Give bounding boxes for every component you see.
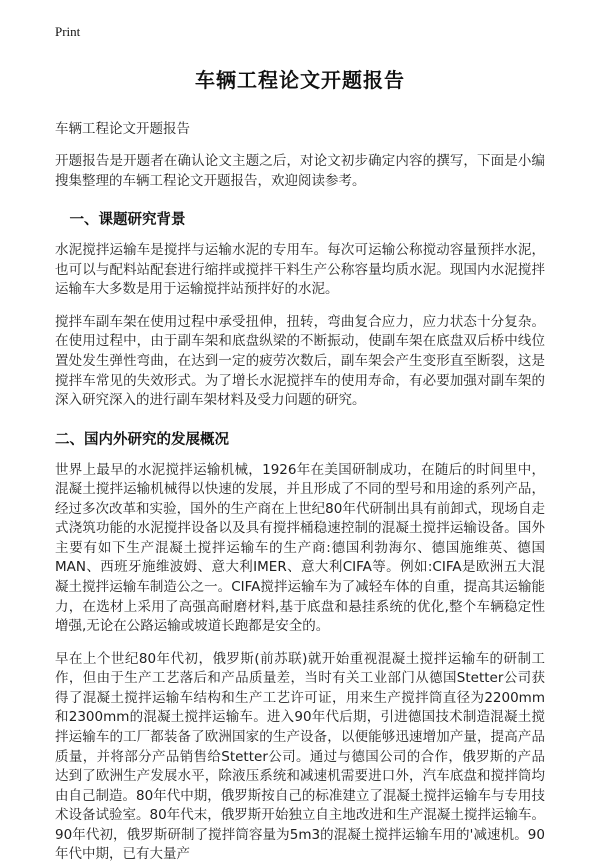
paragraph: 早在上个世纪80年代初，俄罗斯(前苏联)就开始重视混凝土搅拌运输车的研制工作，但由于生产工艺落后和产品质量差，当时有关工业部门从德国Stetter公司获得了混凝土搅拌运输车结构和生产工艺许可证，用来生产搅拌筒直径为2200mm和2300mm的混凝土搅拌运输车。进入90年代后期，引进德国技术制造混凝土搅拌运输车的工厂都装备了欧洲国家的生产设备，以便能够迅速增加产量，提高产品质量，并将部分产品销售给Stetter公司。通过与德国公司的合作，俄罗斯的产品达到了欧洲生产发展水平，除液压系统和减速机需要进口外，汽车底盘和搅拌筒均由自己制造。80年代中期，俄罗斯按自己的标准建立了混凝土搅拌运输车与专用技术设备试验室。80年代末，俄罗斯开始独立自主地改进和生产混凝土搅拌运输车。90年代初，俄罗斯研制了搅拌筒容量为5m3的混凝土搅拌运输车用的'减速机。90年代中期，已有大量产 xyxy=(55,650,545,863)
page-title: 车辆工程论文开题报告 xyxy=(195,68,405,92)
paragraph: 搅拌车副车架在使用过程中承受扭伸，扭转，弯曲复合应力，应力状态十分复杂。在使用过程中，由于副车架和底盘纵梁的不断振动，使副车架在底盘双后桥中线位置处发生弹性弯曲，在达到一定的疲劳次数后，副车架会产生变形直至断裂，这是搅拌车常见的失效形式。为了增长水泥搅拌车的使用寿命，有必要加强对副车架的深入研究深入的进行副车架材料及受力问题的研究。 xyxy=(55,313,545,409)
section-heading-research-background: 一、课题研究背景 xyxy=(55,212,186,229)
paragraph: 水泥搅拌运输车是搅拌与运输水泥的专用车。每次可运输公称搅动容量预拌水泥，也可以与配料站配套进行缩拌或搅拌干料生产公称容量均质水泥。现国内水泥搅拌运输车大多数是用于运输搅拌站预拌好的水泥。 xyxy=(55,242,545,298)
print-link[interactable]: Print xyxy=(55,24,81,39)
document-subtitle: 车辆工程论文开题报告 xyxy=(55,121,190,137)
paragraph: 世界上最早的水泥搅拌运输机械，1926年在美国研制成功，在随后的时间里中，混凝土搅拌运输机械得以快速的发展，并且形成了不同的型号和用途的系列产品，经过多次改革和实验，国外的生产商在上世纪80年代研制出具有前卸式，现场自走式浇筑功能的水泥搅拌设备以及具有搅拌桶稳速控制的混凝土搅拌运输设备。国外主要有如下生产混凝土搅拌运输车的生产商:德国利勃海尔、德国施维英、德国MAN、西班牙施维波姆、意大利IMER、意大利CIFA等。例如:CIFA是欧洲五大混凝土搅拌运输车制造公之一。CIFA搅拌运输车为了减轻车体的自重，提高其运输能力，在选材上采用了高强高耐磨材料,基于底盘和悬挂系统的优化,整个车辆稳定性增强,无论在公路运输或坡道长跑都是安全的。 xyxy=(55,461,545,635)
section-heading-domestic-foreign-research: 二、国内外研究的发展概况 xyxy=(55,431,229,448)
intro-paragraph: 开题报告是开题者在确认论文主题之后，对论文初步确定内容的撰写，下面是小编搜集整理的车辆工程论文开题报告，欢迎阅读参考。 xyxy=(55,153,545,189)
